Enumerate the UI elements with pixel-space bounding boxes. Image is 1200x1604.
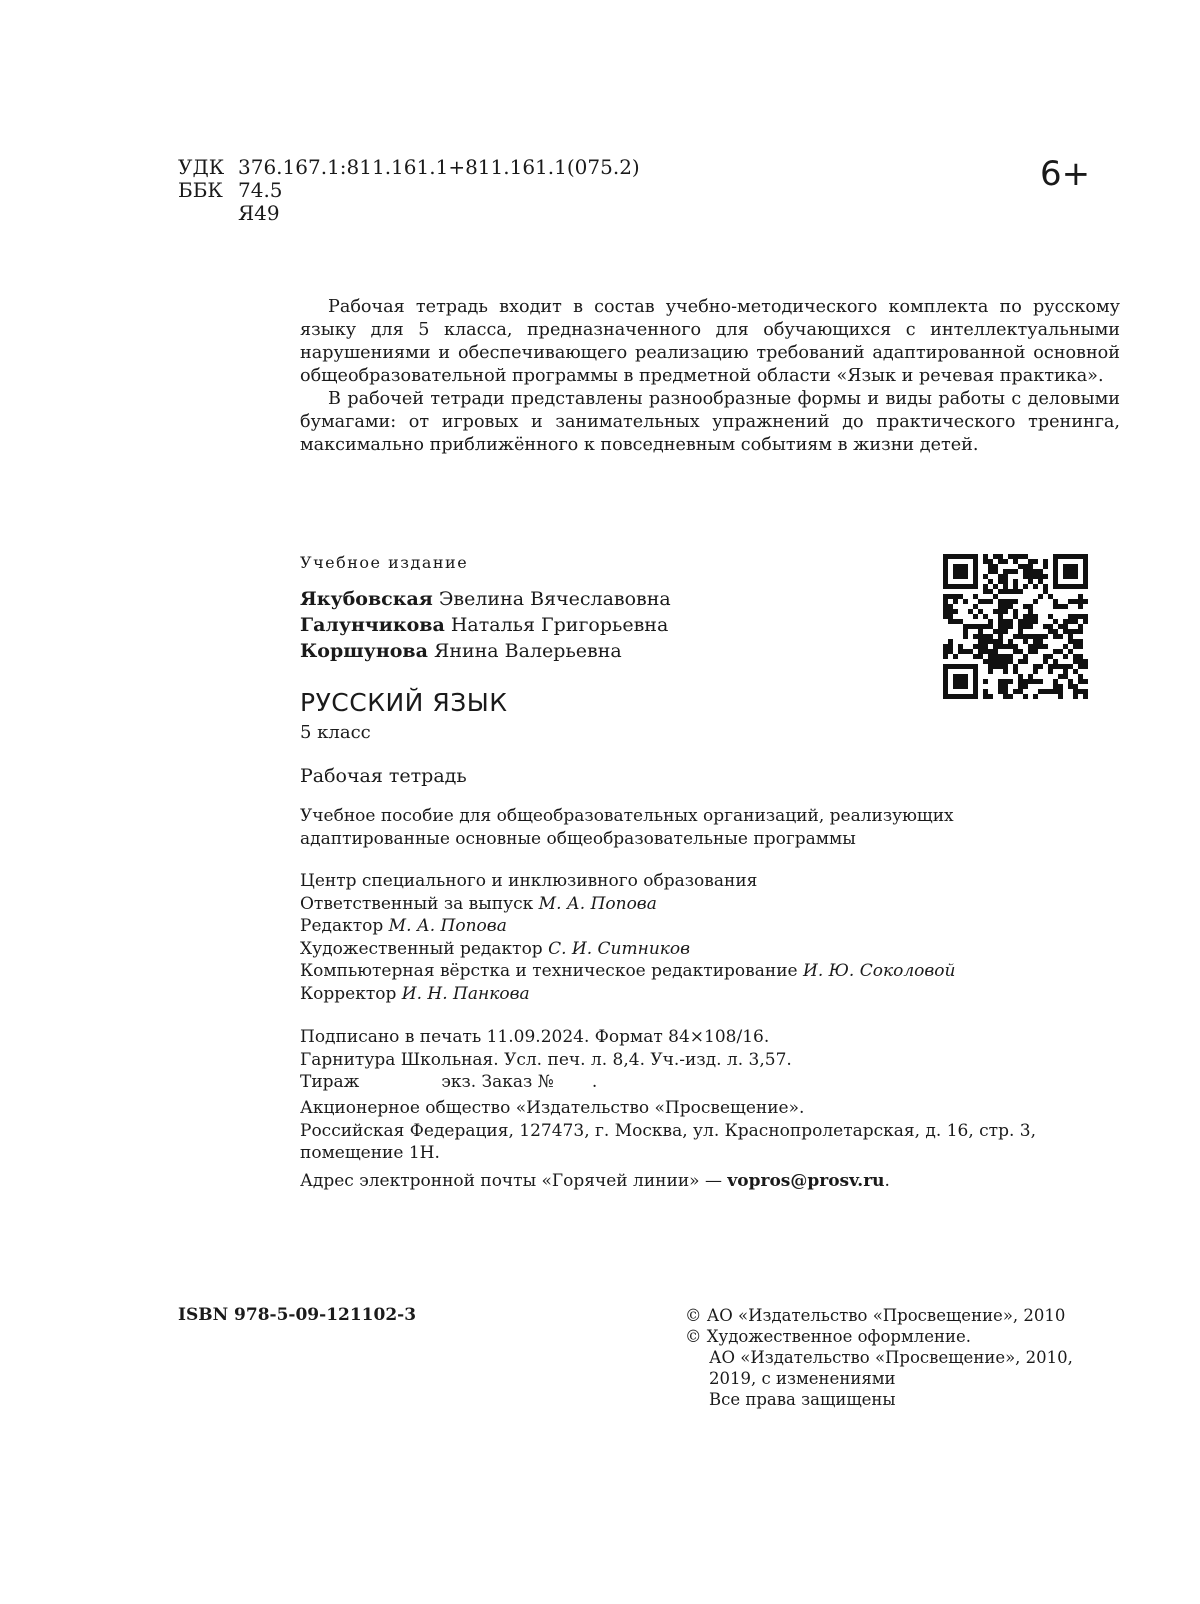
email-address: vopros@prosv.ru — [727, 1171, 885, 1191]
edition-type: Учебное издание — [300, 553, 469, 572]
credit-label: Редактор — [300, 916, 384, 936]
print-line-3 — [300, 1071, 792, 1094]
credit-line — [300, 915, 956, 938]
copyright-line: © АО «Издательство «Просвещение», 2010 — [685, 1306, 1066, 1325]
author-surname: Коршунова — [300, 640, 428, 662]
run-label: Тираж — [300, 1072, 360, 1092]
publisher-info — [300, 1097, 1060, 1165]
author-sign: Я49 — [238, 201, 280, 225]
credit-line — [300, 938, 956, 961]
author-given-name: Наталья Григорьевна — [450, 614, 669, 636]
udk-label: УДК — [178, 155, 225, 179]
credit-line — [300, 893, 956, 916]
copyright-block — [685, 1305, 1073, 1410]
email-end: . — [884, 1171, 890, 1191]
bbk-label: ББК — [178, 178, 223, 202]
publisher-name: Акционерное общество «Издательство «Просвещение». — [300, 1098, 805, 1118]
book-title: РУССКИЙ ЯЗЫК — [300, 688, 508, 717]
rights-reserved: Все права защищены — [709, 1390, 896, 1409]
credit-label: Корректор — [300, 983, 397, 1004]
credit-label: Компьютерная вёрстка и техническое редактирование — [300, 961, 798, 981]
author-line — [300, 638, 671, 664]
author-line — [300, 586, 671, 612]
udk-value: 376.167.1:811.161.1+811.161.1(075.2) — [238, 155, 640, 179]
print-info — [300, 1026, 792, 1094]
book-grade: 5 класс — [300, 722, 371, 743]
book-description: Учебное пособие для общеобразовательных организаций, реализующих адаптированные основные общеобразовательные программы — [300, 806, 954, 849]
copyright-line: © Художественное оформление. — [685, 1327, 972, 1346]
isbn: ISBN 978-5-09-121102-3 — [178, 1305, 417, 1325]
author-line — [300, 612, 671, 638]
author-given-name: Янина Валерьевна — [433, 640, 622, 662]
credit-line — [300, 960, 956, 983]
email-label: Адрес электронной почты «Горячей линии» — — [300, 1171, 722, 1191]
print-line-1: Подписано в печать 11.09.2024. Формат 84×108/16. — [300, 1027, 770, 1047]
credit-line — [300, 983, 956, 1006]
author-given-name: Эвелина Вячеславовна — [438, 588, 671, 610]
abstract-paragraph-2: В рабочей тетради представлены разнообразные формы и виды работы с деловыми бумагами: от игровых и занимательных упражнений до практического тренинга, максимально приближённого к повседневным событиям в жизни детей. — [300, 389, 1120, 455]
print-end: . — [591, 1072, 598, 1092]
abstract-paragraph-1: Рабочая тетрадь входит в состав учебно-методического комплекта по русскому языку для 5 класса, предназначенного для обучающихся с интеллектуальными нарушениями и обеспечивающего реализацию требований адаптированной основной общеобразовательной программы в предметной области «Язык и речевая практика». — [300, 297, 1120, 386]
credit-label: Художественный редактор — [300, 938, 543, 959]
age-rating: 6+ — [1040, 154, 1091, 194]
credit-name: И. Ю. Соколовой — [803, 961, 956, 981]
credit-name: С. И. Ситников — [548, 938, 691, 959]
copyright-line: 2019, с изменениями — [709, 1369, 896, 1388]
copies-label: экз. Заказ № — [441, 1072, 554, 1092]
classification-codes — [178, 156, 640, 225]
copyright-line: АО «Издательство «Просвещение», 2010, — [709, 1348, 1073, 1367]
print-line-2: Гарнитура Школьная. Усл. печ. л. 8,4. Уч.-изд. л. 3,57. — [300, 1049, 792, 1070]
author-surname: Галунчикова — [300, 614, 445, 636]
authors-list — [300, 586, 671, 664]
credit-name: М. А. Попова — [538, 893, 657, 914]
credit-name: И. Н. Панкова — [401, 983, 530, 1004]
credit-label: Ответственный за выпуск — [300, 893, 534, 914]
qr-code-icon — [943, 554, 1088, 699]
center-name: Центр специального и инклюзивного образования — [300, 871, 758, 891]
abstract — [300, 296, 1120, 457]
hotline-email — [300, 1171, 890, 1191]
publisher-address: Российская Федерация, 127473, г. Москва, ул. Краснопролетарская, д. 16, стр. 3, помещение 1Н. — [300, 1120, 1036, 1163]
bbk-value: 74.5 — [238, 178, 283, 202]
staff-credits — [300, 870, 956, 1005]
credit-name: М. А. Попова — [388, 916, 507, 936]
book-kind: Рабочая тетрадь — [300, 765, 467, 787]
author-surname: Якубовская — [300, 588, 433, 610]
